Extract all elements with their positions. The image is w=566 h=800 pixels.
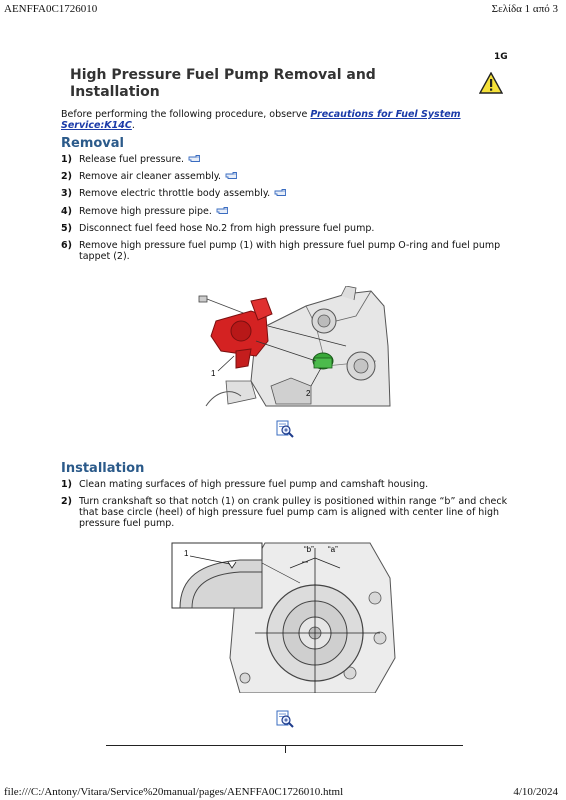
pointing-hand-icon[interactable] — [274, 188, 287, 197]
list-item — [61, 240, 511, 262]
intro-text-end: . — [131, 120, 135, 131]
page-footer-date: 4/10/2024 — [513, 786, 558, 798]
intro-paragraph — [61, 109, 481, 131]
step-number: 2) — [61, 496, 72, 508]
page-header-page-number: Σελίδα 1 από 3 — [491, 3, 558, 15]
step-text: Release fuel pressure. — [79, 154, 185, 165]
page-footer-url: file:///C:/Antony/Vitara/Service%20manual/pages/AENFFA0C1726010.html — [4, 786, 344, 798]
installation-steps — [61, 479, 511, 535]
installation-illustration — [170, 538, 398, 693]
figure-label-a: “a” — [328, 545, 338, 554]
section-code: 1G — [494, 52, 508, 62]
step-text: Remove electric throttle body assembly. — [79, 188, 271, 200]
list-item — [61, 188, 511, 199]
step-number: 1) — [61, 479, 72, 490]
removal-illustration — [196, 286, 392, 408]
table-column-divider — [285, 745, 286, 753]
zoom-magnifier-icon[interactable] — [276, 420, 294, 438]
step-number: 3) — [61, 188, 72, 200]
step-text: Remove high pressure pipe. — [79, 205, 212, 217]
removal-steps — [61, 154, 511, 268]
figure-label-1: 1 — [184, 549, 189, 558]
figure-label-b: “b” — [304, 545, 314, 554]
list-item — [61, 206, 511, 217]
figure-label-2: 2 — [306, 389, 311, 398]
warning-triangle-icon — [479, 72, 503, 94]
step-number: 5) — [61, 222, 72, 234]
step-number: 2) — [61, 171, 72, 183]
step-text: Remove high pressure fuel pump (1) with high pressure fuel pump O-ring and fuel pump tappet (2). — [79, 239, 501, 262]
precautions-link[interactable]: Precautions for Fuel System Service:K14C — [61, 109, 461, 131]
installation-heading: Installation — [61, 461, 145, 476]
step-text: Disconnect fuel feed hose No.2 from high pressure fuel pump. — [79, 222, 375, 234]
figure-label-1: 1 — [211, 369, 216, 378]
step-text: Clean mating surfaces of high pressure fuel pump and camshaft housing. — [79, 479, 429, 490]
pointing-hand-icon[interactable] — [216, 206, 229, 215]
pointing-hand-icon[interactable] — [188, 154, 201, 163]
step-text: Remove air cleaner assembly. — [79, 171, 222, 183]
list-item — [61, 496, 511, 529]
list-item — [61, 154, 511, 165]
step-text: Turn crankshaft so that notch (1) on crank pulley is positioned within range “b” and check that base circle (heel) of high pressure fuel pump cam is aligned with center line of high pressure fuel pump. — [79, 496, 508, 530]
list-item — [61, 479, 511, 490]
zoom-magnifier-icon[interactable] — [276, 710, 294, 728]
step-number: 6) — [61, 239, 72, 251]
pointing-hand-icon[interactable] — [225, 171, 238, 180]
list-item — [61, 171, 511, 182]
intro-text: Before performing the following procedure, observe — [61, 109, 311, 120]
list-item — [61, 223, 511, 234]
page-header-id: AENFFA0C1726010 — [4, 3, 98, 15]
page-title: High Pressure Fuel Pump Removal and Installation — [70, 67, 376, 100]
removal-heading: Removal — [61, 136, 125, 151]
step-number: 4) — [61, 205, 72, 217]
step-number: 1) — [61, 154, 72, 165]
